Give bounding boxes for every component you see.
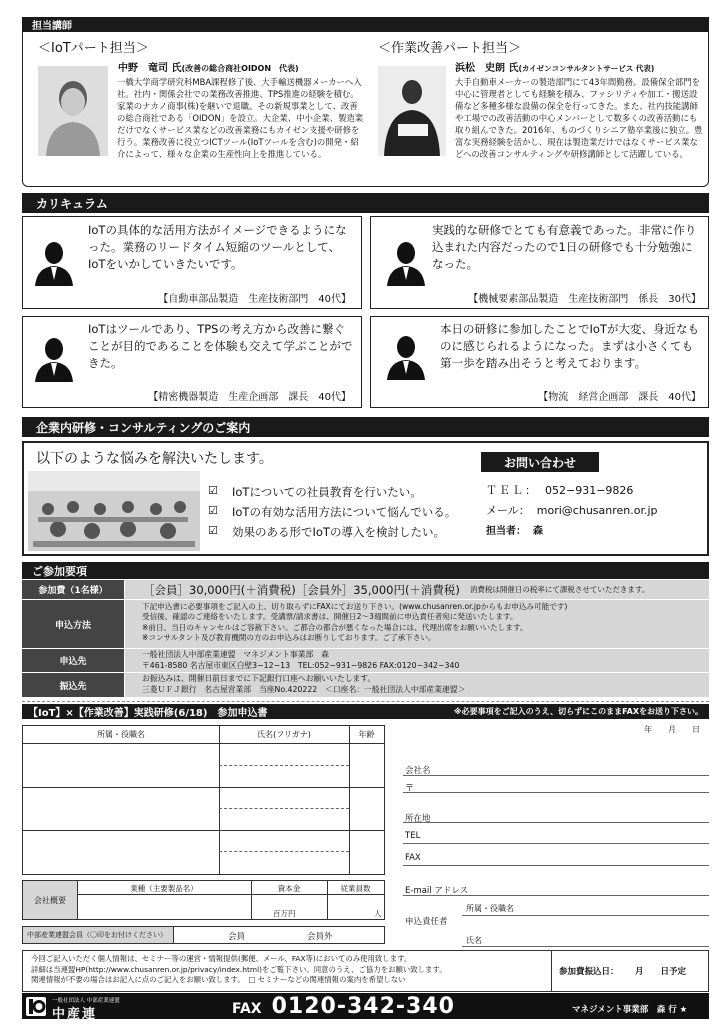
company-name-label: 会社名 <box>405 766 431 776</box>
person-icon <box>386 334 426 383</box>
contact-mail[interactable]: メール： mori@chusanren.or.jp <box>486 504 658 517</box>
check-item: IoTについての社員教育を行いたい。 <box>232 485 422 499</box>
left-lecturer-bio: 一橋大学商学研究科MBA課程修了後、大手輸送機器メーカーへ入社。社内・関係会社での業務改善推進、TPS推進の経験を積む。家業のナカノ商事(株)を継いで退職。その新規事業として、改善の総合商社である「OIDON」を設立。大企業、中小企業、製造業だけでなくサービス業などの改善業務にもカイゼン支援や研修を行う。業務改善に役立つICTツール(IoTツールを含む)の開発・紹介によって、様々な企業の生産性向上を推進している。 <box>117 77 364 159</box>
right-lecturer-name: 浜松 史朗 氏(カイゼンコンサルタントサービス 代表) <box>455 63 655 74</box>
business-input[interactable] <box>79 896 249 918</box>
method-label: 申込方法 <box>22 600 124 648</box>
name-input[interactable] <box>221 746 347 785</box>
curriculum-header: カリキュラム <box>22 193 709 213</box>
left-part-title: ＜IoTパート担当＞ <box>38 41 149 56</box>
right-lecturer-bio: 大手自動車メーカーの製造部門にて43年間勤務。設備保全部門を中心に管理者としても経験を積み、ファシリティや加工・搬送設備など多種多様な設備の保全を行ってきた。また、社内技能講師や工場での改善活動の中心メンバーとして数多くの改善活動にも取り組んできた。2016年、ものづくりシニア塾卒業後に独立。豊富な実務経験を活かし、現在は製造業だけではなくサービス業などへの改善コンサルティングや研修講師として活躍している。 <box>455 77 703 159</box>
nonmember-option[interactable]: 会員外 <box>307 932 333 942</box>
footer-dept: マネジメント事業部 森 行 ★ <box>572 1005 688 1015</box>
age-input[interactable] <box>351 746 382 785</box>
privacy-box <box>22 950 709 992</box>
cut-line <box>22 701 709 702</box>
org-logo-icon <box>26 997 46 1016</box>
capital-unit: 百万円 <box>273 909 296 918</box>
fee-row: ［会員］30,000円(＋消費税)［会員外］35,000円(＋消費税) 消費税は開催日の税率にて課税させていただきます。 <box>125 580 709 599</box>
capital-input[interactable] <box>253 896 303 918</box>
lecturer-photo-nakano <box>38 66 108 156</box>
overview-label: 会社概要 <box>23 881 77 919</box>
capital-header: 資本金 <box>277 884 301 893</box>
org-small-name: 一般社団法人 中部産業連盟 <box>52 998 120 1004</box>
voice-text: 実践的な研修でとても有意義であった。非常に作り込まれた内容だったので1日の研修でも十分勉強になった。 <box>432 223 697 272</box>
resp-name-input[interactable] <box>462 931 709 947</box>
contact-tel: ＴＥＬ： 052−931−9826 <box>486 484 634 497</box>
employees-input[interactable] <box>329 896 371 918</box>
person-icon <box>34 336 74 385</box>
col-name-header: 氏名(フリガナ) <box>257 730 311 739</box>
tel-label: TEL <box>405 831 421 841</box>
lecturer-photo-hamamatsu <box>378 66 446 156</box>
tel-input[interactable] <box>403 828 709 844</box>
inhouse-lead: 以下のような悩みを解決いたします。 <box>36 451 273 467</box>
email-input[interactable] <box>403 880 709 896</box>
zip-label: 〒 <box>405 784 415 794</box>
pay-text: お振込みは、開催日前日までに下記銀行口座へお願いいたします。 三菱ＵＦＪ銀行 名古屋営業部 当座No.420222 ＜口座名：一般社団法人中部産業連盟＞ <box>125 673 709 697</box>
pay-date-field[interactable]: 月 日予定 <box>635 967 687 977</box>
pay-date-label: 参加費振込日： <box>559 967 619 977</box>
form-title: 【IoT】×【作業改善】実践研修(6/18) 参加申込書 <box>28 708 268 719</box>
contact-person: 担当者： 森 <box>486 526 543 537</box>
fax-label: FAX <box>405 853 421 863</box>
email-label: E-mail アドレス <box>405 886 469 896</box>
business-header: 業種（主要製品名） <box>130 884 198 893</box>
member-label: 中部産業連盟会員（〇印をお付けください） <box>23 927 173 943</box>
company-name-input[interactable] <box>403 760 709 776</box>
participant-table <box>22 725 385 875</box>
requirements-header: ご参加要項 <box>22 562 709 579</box>
col-age-header: 年齢 <box>358 730 375 739</box>
person-icon <box>34 240 74 289</box>
method-text: 下記申込書に必要事項をご記入の上、切り取らずにFAXにてお送り下さい。(www.chusanren.or.jpからもお申込み可能です) 受信後、確認のご連絡をいたします。受講票/請求書は、開催日2〜3週間前に申込責任者宛に発送いたします。 ※前日、当日のキャンセルはご容赦下さい。ご都合の都合が悪くなった場合には、代理出席をお願いいたします。 ※コンサルタント及び教育機関の方のお申込みはお断りしております。ご了承下さい。 <box>125 600 709 648</box>
resp-dept-label: 所属・役職名 <box>466 904 514 913</box>
voice-author: 【物流 経営企画部 課長 40代】 <box>538 392 701 403</box>
employee-unit: 人 <box>374 909 382 918</box>
resp-name-label: 氏名 <box>466 936 482 945</box>
left-lecturer-name: 中野 竜司 氏(改善の総合商社OIDON 代表) <box>118 63 299 74</box>
form-note: ※必要事項をご記入のうえ、切らずにこのままFAXをお送り下さい。 <box>453 707 703 716</box>
privacy-text: 今回ご記入いただく個人情報は、セミナー等の運営・情報提供(郵便、メール、FAX等)においてのみ使用致します。 詳細は当連盟HP(http://www.chusanren.or.jp/privacy/index.html)をご覧下さい。同意のうえ、ご協力をお願い致します。 関連情報が不要の場合はお記入に点のご記入をお願い致します。 □ セミナーなどの関連情報の案内を希望しない <box>31 954 447 985</box>
employees-header: 従業員数 <box>340 884 371 893</box>
form-title-bar <box>22 704 709 719</box>
voice-author: 【自動車部品製造 生産技術部門 40代】 <box>158 294 351 305</box>
member-option[interactable]: 会員 <box>228 932 246 942</box>
dest-label: 申込先 <box>22 649 124 672</box>
inhouse-header: 企業内研修・コンサルティングのご案内 <box>22 417 709 437</box>
lecturer-header: 担当講師 <box>22 17 709 32</box>
person-icon <box>386 240 426 289</box>
fee-label: 参加費（1名様） <box>22 580 124 599</box>
footer-fax: FAX 0120-342-340 <box>232 994 455 1019</box>
check-box-icon: ☑ <box>208 504 218 517</box>
member-row <box>22 926 385 944</box>
right-part-title: ＜作業改善パート担当＞ <box>378 41 522 56</box>
address-input[interactable] <box>403 778 709 793</box>
dest-text: 一般社団法人中部産業連盟 マネジメント事業部 森 〒461-8580 名古屋市東区白壁3−12−13 TEL:052−931−9826 FAX:0120−342−340 <box>125 649 709 672</box>
form-date: 年 月 日 <box>644 725 700 734</box>
voice-text: 本日の研修に参加したことでIoTが大変、身近なものに感じられるようになった。まずは小さくても第一歩を踏み出そうと考えております。 <box>440 322 699 371</box>
voice-text: IoTの具体的な活用方法がイメージできるようになった。業務のリードタイム短縮のツールとして、IoTをいかしていきたいです。 <box>88 223 347 272</box>
voice-text: IoTはツールであり、TPSの考え方から改善に繋ぐことが目的であることを体験も交えて学ぶことができた。 <box>88 322 353 371</box>
check-box-icon: ☑ <box>208 484 218 497</box>
check-item: IoTの有効な活用方法について悩んでいる。 <box>232 505 457 519</box>
responsible-label: 申込責任者 <box>405 917 448 927</box>
dept-input[interactable] <box>25 746 217 785</box>
seminar-photo <box>28 471 200 551</box>
fax-input[interactable] <box>403 850 709 866</box>
company-overview-table <box>22 880 385 920</box>
pay-label: 振込先 <box>22 673 124 697</box>
org-name: 中産連 <box>52 1007 98 1022</box>
check-item: 効果のある形でIoTの導入を検討したい。 <box>232 525 445 539</box>
voice-author: 【機械要素部品製造 生産技術部門 係長 30代】 <box>468 294 701 305</box>
col-dept-header: 所属・役職名 <box>97 730 145 739</box>
address-label: 所在地 <box>405 814 431 824</box>
check-box-icon: ☑ <box>208 524 218 537</box>
contact-title: お問い合わせ <box>481 452 599 472</box>
resp-dept-input[interactable] <box>462 900 709 916</box>
voice-author: 【精密機器製造 生産企画部 課長 40代】 <box>148 392 351 403</box>
